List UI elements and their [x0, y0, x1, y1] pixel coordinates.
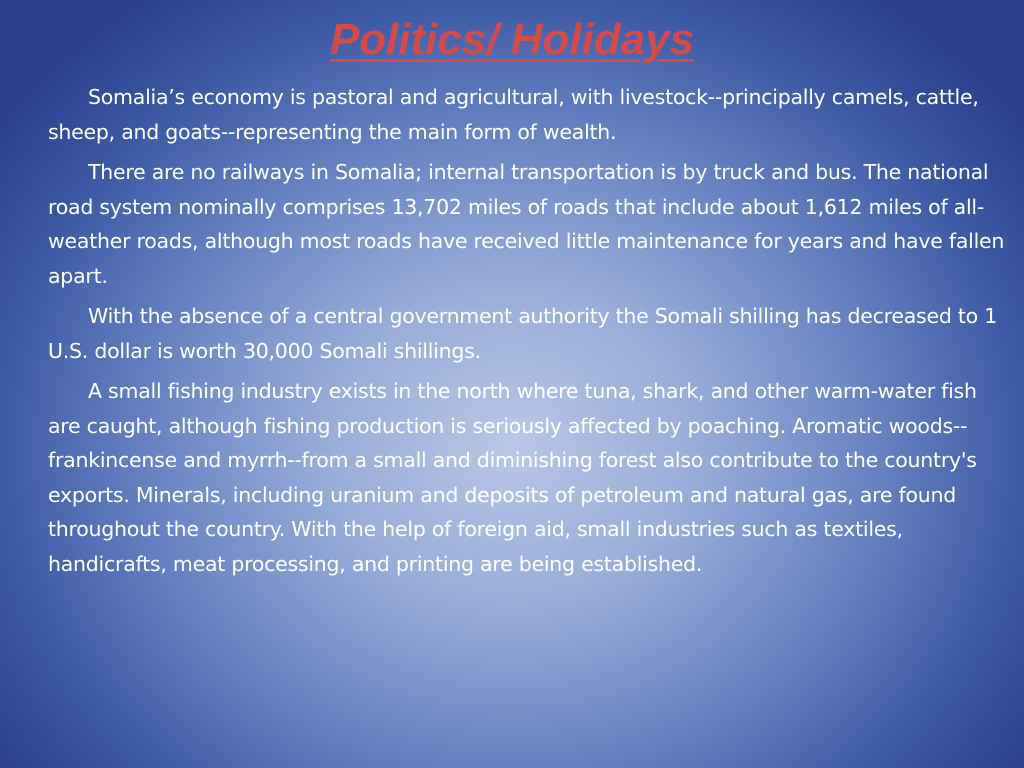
paragraph-transportation: There are no railways in Somalia; internal transportation is by truck and bus. The national road system nominally comprises 13,702 miles of roads that include about 1,612 miles of all-weather roads, although most roads have received little maintenance for years and have fallen apart. — [48, 160, 1005, 288]
paragraph-economy: Somalia’s economy is pastoral and agricultural, with livestock--principally camels, cattle, sheep, and goats--representing the main form of wealth. — [48, 85, 979, 144]
slide-body — [48, 80, 1014, 587]
slide-title: Politics/ Holidays — [329, 15, 695, 64]
paragraph-industry: A small fishing industry exists in the north where tuna, shark, and other warm-water fish are caught, although fishing production is seriously affected by poaching. Aromatic woods--frankincense and myrrh--from a small and diminishing forest also contribute to the country's exports. Minerals, including uranium and deposits of petroleum and natural gas, are found throughout the country. With the help of foreign aid, small industries such as textiles, handicrafts, meat processing, and printing are being established. — [48, 379, 977, 576]
paragraph-currency: With the absence of a central government authority the Somali shilling has decreased to 1 U.S. dollar is worth 30,000 Somali shillings. — [48, 304, 998, 363]
